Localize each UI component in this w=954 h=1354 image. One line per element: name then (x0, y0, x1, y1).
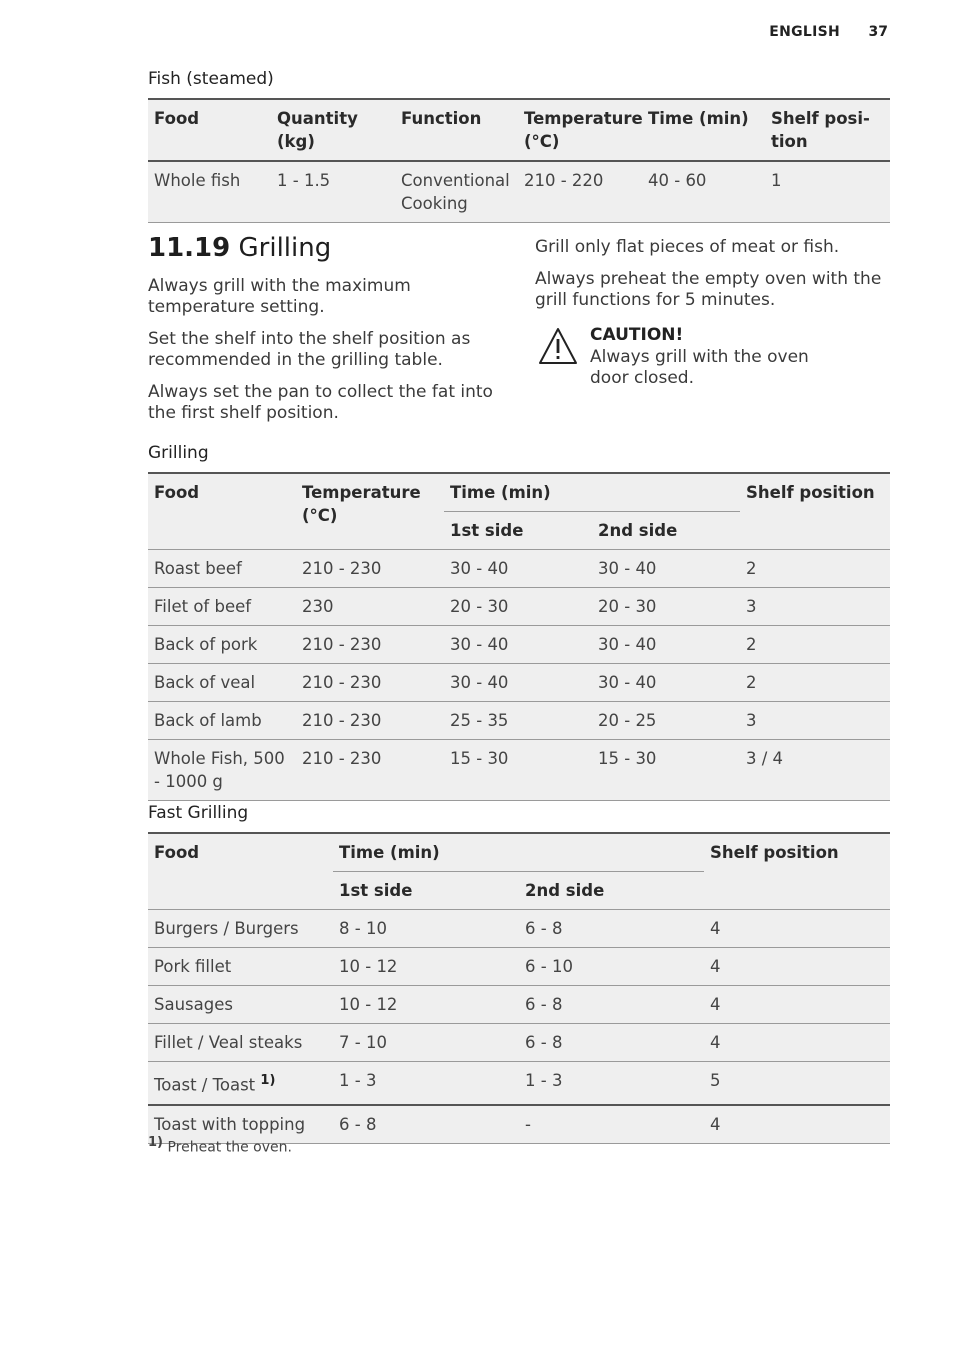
table-cell: 1 - 3 (519, 1062, 704, 1105)
grilling-table (148, 472, 890, 801)
fast-header-time: Time (min) (333, 833, 704, 872)
table-cell: Whole fish (148, 161, 271, 223)
table-cell: 210 - 230 (296, 740, 444, 801)
caution-title: CAUTION! (590, 325, 684, 345)
grilling-header-temperature: Temperature (°C) (296, 473, 444, 550)
grilling-header-time: Time (min) (444, 473, 740, 512)
table-cell: Filet of beef (148, 588, 296, 626)
table-cell: 210 - 230 (296, 626, 444, 664)
fish-table (148, 98, 890, 223)
footnote-text: Preheat the oven. (167, 1139, 292, 1156)
table-row (148, 1062, 890, 1105)
paragraph: Grill only flat pieces of meat or fish. (535, 237, 840, 257)
paragraph: Always set the pan to collect the fat into the first shelf position. (148, 382, 493, 423)
table-cell: Back of veal (148, 664, 296, 702)
table-cell: Fillet / Veal steaks (148, 1024, 333, 1062)
page-header (769, 24, 888, 40)
table-cell: 1 (765, 161, 890, 223)
table-cell: Sausages (148, 986, 333, 1024)
table-cell: 2 (740, 664, 890, 702)
table-row (148, 664, 890, 702)
table-cell: 8 - 10 (333, 910, 519, 948)
language-label: ENGLISH (769, 24, 841, 40)
table-cell: 15 - 30 (444, 740, 592, 801)
footnote-ref: 1) (260, 1073, 276, 1088)
table-row (148, 1024, 890, 1062)
table-cell: 4 (704, 948, 890, 986)
grilling-table-caption: Grilling (148, 443, 209, 463)
table-cell: 6 - 8 (519, 986, 704, 1024)
table-row (148, 550, 890, 588)
table-row (148, 948, 890, 986)
paragraph: Always grill with the maximum temperature setting. (148, 276, 411, 317)
table-cell: 1 - 1.5 (271, 161, 395, 223)
fast-grilling-table-caption: Fast Grilling (148, 803, 249, 823)
table-cell: 210 - 230 (296, 550, 444, 588)
table-row (148, 910, 890, 948)
table-cell: 7 - 10 (333, 1024, 519, 1062)
table-cell: 2 (740, 550, 890, 588)
fast-grilling-table (148, 832, 890, 1144)
table-row (148, 626, 890, 664)
table-cell: Roast beef (148, 550, 296, 588)
table-cell: 210 - 230 (296, 664, 444, 702)
footnote-marker: 1) (148, 1135, 163, 1150)
grilling-header-second-side: 2nd side (592, 512, 740, 550)
table-cell: - (519, 1105, 704, 1144)
table-cell: 3 (740, 588, 890, 626)
paragraph: Set the shelf into the shelf position as recommended in the grilling table. (148, 329, 471, 370)
table-cell: Back of pork (148, 626, 296, 664)
fish-table-caption: Fish (steamed) (148, 69, 274, 89)
section-title: Grilling (238, 233, 332, 263)
table-cell: 1 - 3 (333, 1062, 519, 1105)
table-cell: 30 - 40 (592, 626, 740, 664)
table-cell: 6 - 10 (519, 948, 704, 986)
table-cell: 30 - 40 (444, 550, 592, 588)
section-number: 11.19 (148, 233, 231, 263)
grilling-header-first-side: 1st side (444, 512, 592, 550)
table-cell: Toast with topping (148, 1105, 333, 1144)
table-cell: 30 - 40 (592, 550, 740, 588)
footnote (148, 1135, 292, 1156)
fish-header-quantity: Quantity (kg) (271, 99, 395, 161)
table-cell: 40 - 60 (642, 161, 765, 223)
table-cell: 10 - 12 (333, 986, 519, 1024)
fast-header-second-side: 2nd side (519, 872, 704, 910)
paragraph: Always preheat the empty oven with the grill functions for 5 minutes. (535, 269, 882, 310)
table-cell: 20 - 25 (592, 702, 740, 740)
table-cell: Whole Fish, 500 - 1000 g (148, 740, 296, 801)
table-cell: 20 - 30 (592, 588, 740, 626)
table-cell: 4 (704, 986, 890, 1024)
table-cell: 15 - 30 (592, 740, 740, 801)
table-cell: 10 - 12 (333, 948, 519, 986)
fast-header-food: Food (148, 833, 333, 910)
table-row (148, 986, 890, 1024)
table-row (148, 740, 890, 801)
table-cell: 3 (740, 702, 890, 740)
table-row (148, 161, 890, 223)
table-cell: 3 / 4 (740, 740, 890, 801)
fish-header-shelf: Shelf posi-tion (765, 99, 890, 161)
table-cell: 25 - 35 (444, 702, 592, 740)
table-cell: 5 (704, 1062, 890, 1105)
table-row (148, 702, 890, 740)
caution-text: Always grill with the oven door closed. (590, 347, 809, 388)
table-cell: 4 (704, 1105, 890, 1144)
table-cell: 20 - 30 (444, 588, 592, 626)
table-cell: 6 - 8 (519, 1024, 704, 1062)
table-cell: 6 - 8 (519, 910, 704, 948)
fish-header-temperature: Temperature (°C) (518, 99, 642, 161)
table-cell: 30 - 40 (592, 664, 740, 702)
fish-header-time: Time (min) (642, 99, 765, 161)
toast-label: Toast / Toast (154, 1075, 256, 1095)
warning-triangle-icon (537, 326, 579, 366)
table-cell (148, 1062, 333, 1105)
fish-header-food: Food (148, 99, 271, 161)
table-cell: 30 - 40 (444, 664, 592, 702)
table-cell: 210 - 220 (518, 161, 642, 223)
table-cell: Conventional Cooking (395, 161, 518, 223)
table-cell: 4 (704, 910, 890, 948)
table-cell: 6 - 8 (333, 1105, 519, 1144)
fast-header-first-side: 1st side (333, 872, 519, 910)
grilling-header-food: Food (148, 473, 296, 550)
table-cell: Pork fillet (148, 948, 333, 986)
page-number: 37 (868, 24, 888, 40)
grilling-header-shelf: Shelf position (740, 473, 890, 550)
table-cell: 30 - 40 (444, 626, 592, 664)
fish-header-function: Function (395, 99, 518, 161)
table-cell: 210 - 230 (296, 702, 444, 740)
table-cell: 4 (704, 1024, 890, 1062)
table-cell: Back of lamb (148, 702, 296, 740)
table-cell: 2 (740, 626, 890, 664)
fast-header-shelf: Shelf position (704, 833, 890, 910)
section-heading (148, 233, 331, 263)
table-cell: Burgers / Burgers (148, 910, 333, 948)
table-row (148, 588, 890, 626)
table-cell: 230 (296, 588, 444, 626)
